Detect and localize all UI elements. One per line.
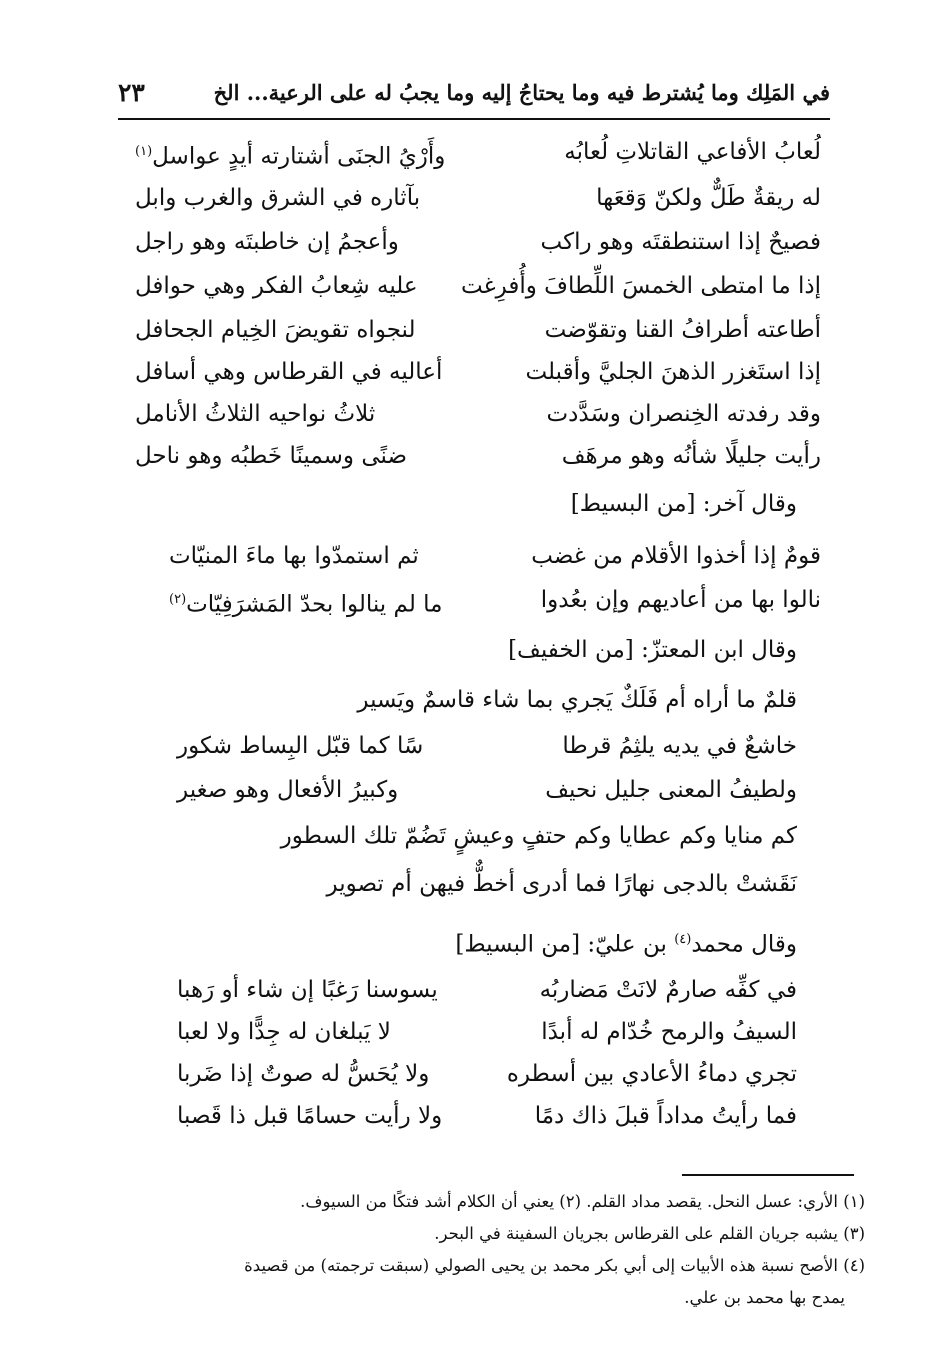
footnote-marker: (١) (135, 144, 153, 159)
second-hemistich: لنجواه تقويضَ الخِيام الجحافل (135, 317, 416, 343)
first-hemistich: أطاعته أطرافُ القنا وتقوّضت (544, 317, 821, 343)
first-hemistich: إذا استَغزر الذهنَ الجليَّ وأقبلت (525, 359, 821, 385)
second-hemistich: عليه شِعابُ الفكر وهي حوافل (135, 273, 418, 299)
footnote: (٤) الأصح نسبة هذه الأبيات إلى أبي بكر محمد بن يحيى الصولي (سبقت ترجمته) من قصيدة (244, 1256, 865, 1275)
second-hemistich: ولا رأيت حسامًا قبل ذا قَصبا (177, 1103, 443, 1129)
verse-line-continuous: قلمٌ ما أراه أم فَلَكٌ يَجري بما شاء قاسمٌ ويَسير (357, 687, 797, 713)
first-hemistich: نالوا بها من أعاديهم وإن بعُدوا (540, 587, 821, 613)
first-hemistich: فصيحٌ إذا استنطقتَه وهو راكب (540, 229, 821, 255)
second-hemistich: ضنًى وسمينًا خَطبُه وهو ناحل (135, 443, 407, 469)
second-hemistich: ما لم ينالوا بحدّ المَشرَفِيّات$^{(٢)}$ (169, 591, 443, 618)
first-hemistich: فما رأيتُ مداداً قبلَ ذاك دمًا (534, 1103, 797, 1129)
verse-line (135, 132, 821, 172)
first-hemistich: خاشعٌ في يديه يلثِمُ قرطا (562, 733, 797, 759)
verse-line (177, 1096, 797, 1136)
first-hemistich: لُعابُ الأفاعي القاتلاتِ لُعابُه (564, 139, 821, 165)
footnote-marker: (٢) (169, 592, 187, 607)
verse-line (135, 266, 821, 306)
verse-line (135, 178, 821, 218)
header-title: في المَلِك وما يُشترط فيه وما يحتاجُ إليه وما يجبُ له على الرعية... الخ (213, 80, 830, 105)
footnote-rule (682, 1174, 854, 1176)
second-hemistich: وكبيرُ الأفعال وهو صغير (177, 777, 399, 803)
verse-line (177, 1054, 797, 1094)
second-hemistich: ولا يُحَسُّ له صوتٌ إذا ضَربا (177, 1061, 430, 1087)
second-hemistich: ثم استمدّوا بها ماءَ المنيّات (169, 543, 419, 569)
poem-intro: وقال آخر: [من البسيط] (570, 491, 797, 517)
first-hemistich: تجري دماءُ الأعادي بين أسطره (506, 1061, 797, 1087)
page-number: ٢٣ (118, 78, 145, 107)
verse-line (135, 352, 821, 392)
first-hemistich: له ريقةٌ طَلٌّ ولكنّ وَقعَها (596, 185, 821, 211)
second-hemistich: سًا كما قبّل البِساط شكور (177, 733, 424, 759)
verse-line (135, 310, 821, 350)
second-hemistich: بآثاره في الشرق والغرب وابل (135, 185, 421, 211)
verse-line (135, 436, 821, 476)
verse-line (177, 1012, 797, 1052)
second-hemistich: وأعجمُ إن خاطبتَه وهو راجل (135, 229, 399, 255)
footnote-marker: (٤) (674, 932, 692, 947)
first-hemistich: السيفُ والرمح خُدّام له أبدًا (541, 1019, 797, 1045)
first-hemistich: قومٌ إذا أخذوا الأقلام من غضب (531, 543, 821, 569)
running-header (118, 80, 830, 116)
first-hemistich: رأيت جليلًا شأنُه وهو مرهَف (561, 443, 821, 469)
first-hemistich: في كفِّه صارمٌ لانَتْ مَضاربُه (539, 977, 797, 1003)
footnote-continuation: يمدح بها محمد بن علي. (684, 1288, 845, 1307)
second-hemistich: لا يَبلغان له جِدًّا ولا لعبا (177, 1019, 391, 1045)
verse-line (169, 536, 821, 576)
verse-line (177, 726, 797, 766)
first-hemistich: ولطيفُ المعنى جليل نحيف (545, 777, 797, 803)
second-hemistich: يسوسنا رَغبًا إن شاء أو رَهبا (177, 977, 438, 1003)
footnote: (١) الأري: عسل النحل. يقصد مداد القلم. (٢) يعني أن الكلام أشد فتكًا من السيوف. (300, 1192, 865, 1211)
header-rule (118, 118, 830, 120)
poem-intro: وقال محمد$^{(٤)}$ بن عليّ: [من البسيط] (455, 931, 797, 958)
verse-line-continuous: نَقَشتْ بالدجى نهارًا فما أدرى أخطٌّ فيهن أم تصوير (326, 871, 797, 897)
verse-line (169, 580, 821, 620)
verse-line (135, 394, 821, 434)
verse-line-continuous: كم منايا وكم عطايا وكم حتفٍ وعيشٍ تَضُمّ تلك السطور (280, 823, 797, 849)
second-hemistich: أعاليه في القرطاس وهي أسافل (135, 359, 443, 385)
verse-line (177, 970, 797, 1010)
second-hemistich: ثلاثُ نواحيه الثلاثُ الأنامل (135, 401, 376, 427)
verse-line (177, 770, 797, 810)
first-hemistich: وقد رفدته الخِنصران وسَدَّدت (546, 401, 821, 427)
first-hemistich: إذا ما امتطى الخمسَ اللِّطافَ وأُفرِغت (461, 273, 821, 299)
second-hemistich: وأَرْيُ الجنَى أشتارته أيدٍ عواسل$^{(١)}$ (135, 143, 446, 170)
verse-line (135, 222, 821, 262)
poem-intro: وقال ابن المعتزّ: [من الخفيف] (508, 637, 797, 663)
footnote: (٣) يشبه جريان القلم على القرطاس بجريان السفينة في البحر. (434, 1224, 865, 1243)
